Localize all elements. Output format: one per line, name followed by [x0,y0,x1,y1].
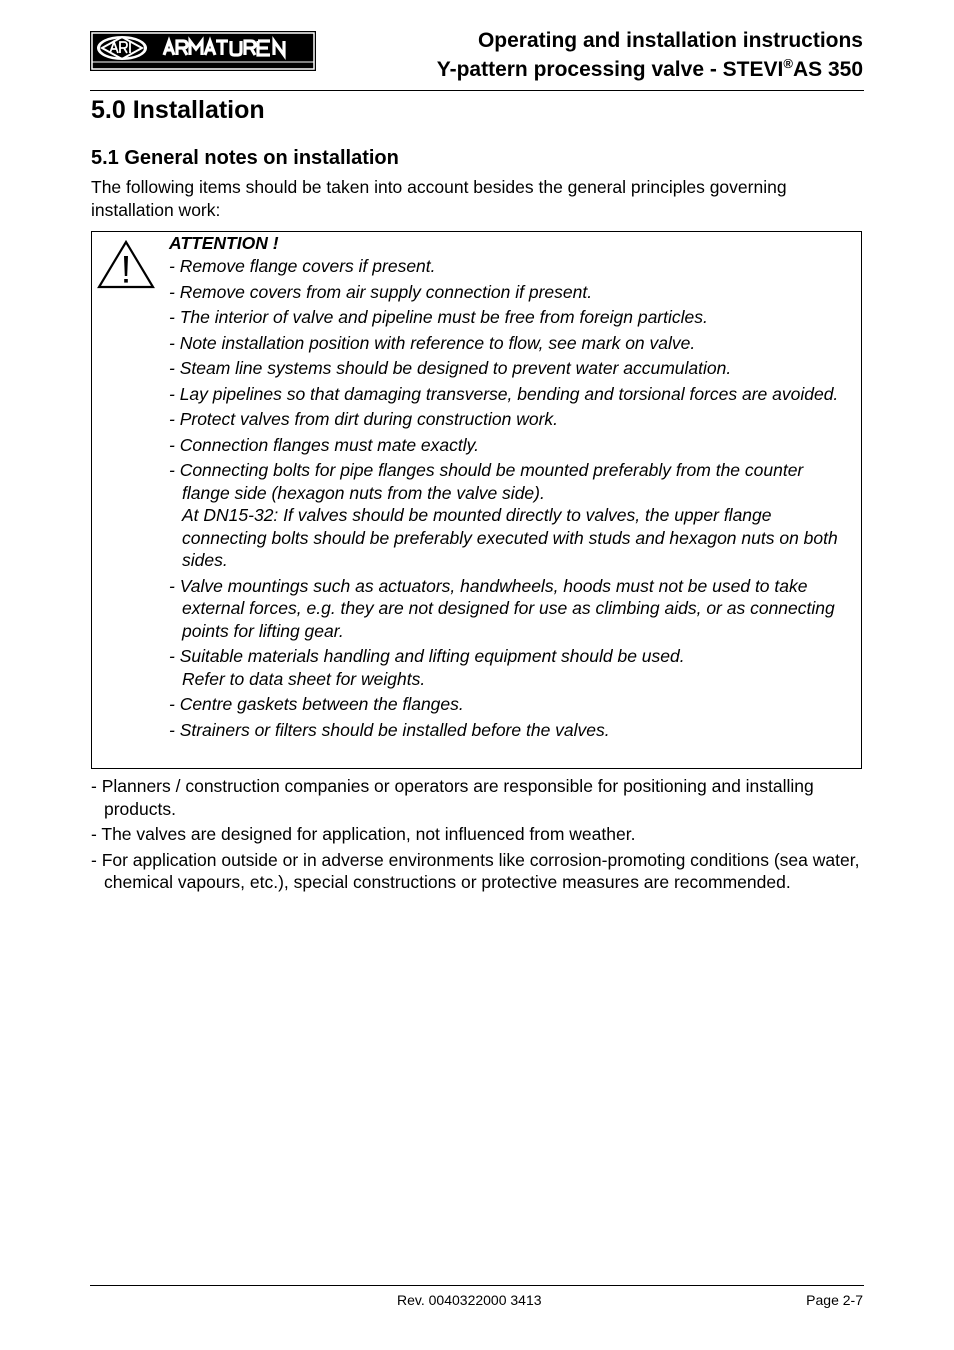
attention-item-text: - The interior of valve and pipeline must be free from foreign particles. [169,307,708,327]
attention-item [169,693,855,716]
revision-number: Rev. 0040322000 3413 [397,1292,542,1308]
attention-content [169,232,855,744]
attention-item-text: - Connecting bolts for pipe flanges should be mounted preferably from the counter flange side (hexagon nuts from the valve side). [169,460,804,503]
attention-item [169,332,855,355]
attention-item [169,645,855,690]
warning-triangle-icon [97,239,155,289]
attention-item [169,575,855,643]
attention-item [169,719,855,742]
attention-item-subtext: At DN15-32: If valves should be mounted directly to valves, the upper flange connecting bolts should be preferably executed with studs and hexagon nuts on both sides. [182,505,838,570]
page-number: Page 2-7 [806,1292,863,1308]
note-item: - For application outside or in adverse environments like corrosion-promoting conditions (sea water, chemical vapours, etc.), special constructions or protective measures are recommended. [91,849,860,892]
notes-list [91,775,866,897]
attention-item [169,306,855,329]
section-heading: 5.0 Installation [91,96,265,124]
attention-item [169,459,855,572]
attention-item [169,434,855,457]
attention-item [169,408,855,431]
header-divider [90,90,864,91]
attention-item-subtext: Refer to data sheet for weights. [182,668,426,689]
attention-item-text: - Note installation position with reference to flow, see mark on valve. [169,332,696,353]
intro-paragraph: The following items should be taken into account besides the general principles governing installation work: [91,177,787,220]
document-title-line-2 [437,55,863,84]
note-item: - Planners / construction companies or operators are responsible for positioning and installing products. [91,776,814,819]
attention-item [169,357,855,380]
attention-item-text: - Steam line systems should be designed to prevent water accumulation. [169,358,732,378]
attention-item-text: - Remove flange covers if present. [169,256,436,276]
footer-divider [90,1285,864,1286]
attention-item-text: - Strainers or filters should be installed before the valves. [169,719,610,740]
attention-list [169,255,855,741]
note-item: - The valves are designed for application, not influenced from weather. [91,824,636,844]
product-model: AS 350 [792,58,863,81]
document-title-line-1: Operating and installation instructions [477,29,863,52]
attention-item-text: - Suitable materials handling and lifting equipment should be used. [169,646,685,666]
attention-item-text: - Lay pipelines so that damaging transverse, bending and torsional forces are avoided. [169,383,839,404]
subsection-heading: 5.1 General notes on installation [91,147,399,169]
attention-item-text: - Remove covers from air supply connection if present. [169,281,593,302]
attention-heading: ATTENTION ! [169,233,279,253]
attention-item-text: - Connection flanges must mate exactly. [169,434,479,455]
attention-box [91,231,862,769]
attention-item [169,255,855,278]
attention-item-text: - Valve mountings such as actuators, handwheels, hoods must not be used to take external forces, e.g. they are not designed for use as climbing aids, or as connecting points for lifting gear. [169,575,835,641]
document-title [437,26,863,84]
attention-item-text: - Centre gaskets between the flanges. [169,694,464,714]
registered-mark: ® [783,56,793,71]
attention-item [169,383,855,406]
product-name: Y-pattern processing valve - STEVI [436,58,784,81]
attention-item [169,281,855,304]
ari-armaturen-logo [90,31,316,71]
attention-item-text: - Protect valves from dirt during construction work. [169,409,559,429]
